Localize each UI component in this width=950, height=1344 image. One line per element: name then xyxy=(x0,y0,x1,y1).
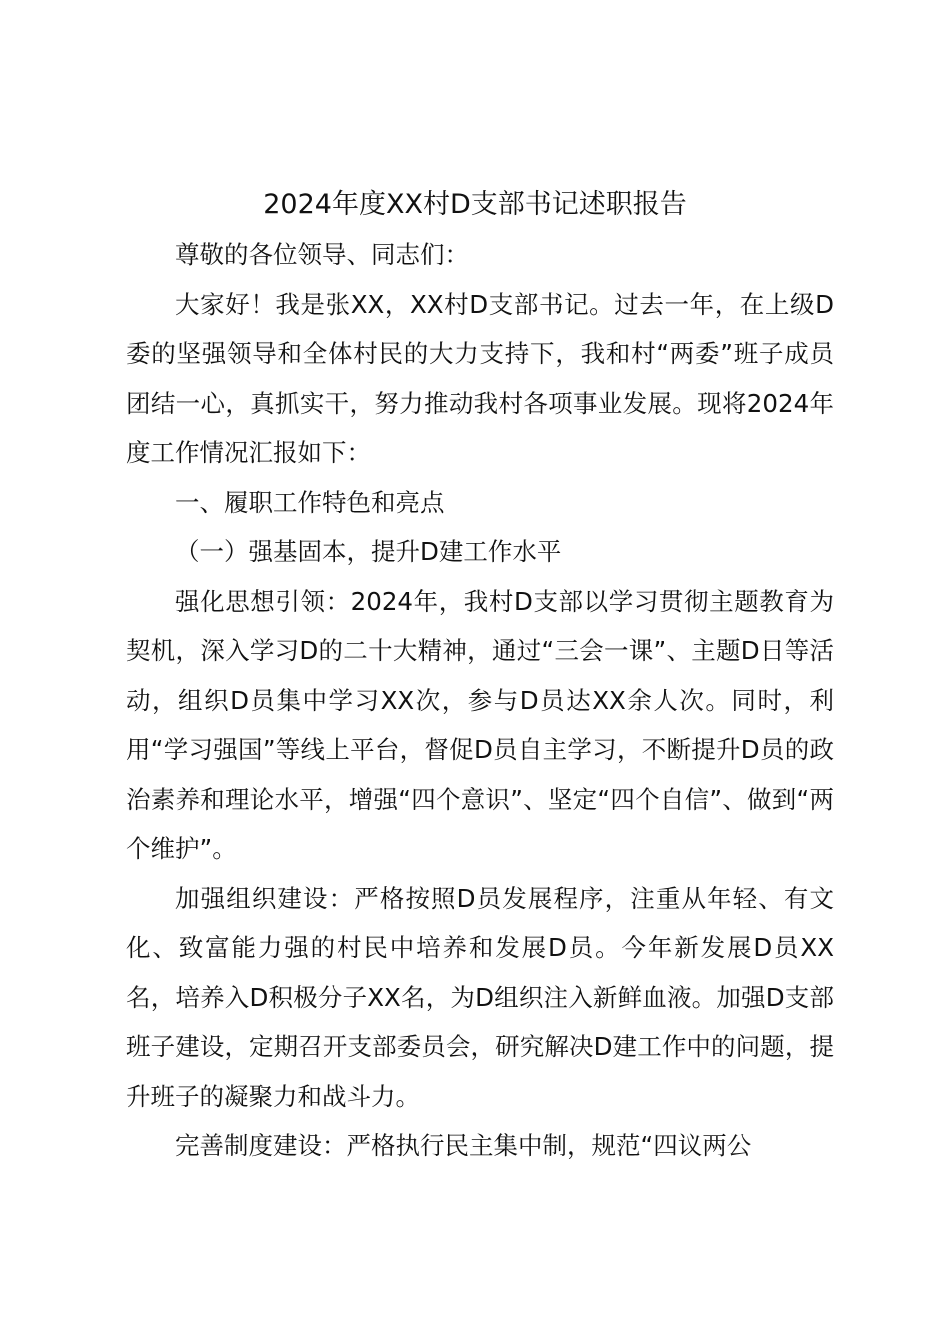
subsection-heading: （一）强基固本，提升D建工作水平 xyxy=(175,537,562,566)
paragraph-system-building: 完善制度建设：严格执行民主集中制，规范“四议两公 xyxy=(175,1131,752,1160)
salutation: 尊敬的各位领导、同志们： xyxy=(175,240,469,269)
section-heading: 一、履职工作特色和亮点 xyxy=(175,487,445,517)
paragraph-thought-guidance: 强化思想引领：2024年，我村D支部以学习贯彻主题教育为契机，深入学习D的二十大精神，通过“三会一课”、主题D日等活动，组织D员集中学习XX次，参与D员达XX余人次。同时，利用“学习强国”等线上平台，督促D员自主学习，不断提升D员的政治素养和理论水平，增强“四个意识”、坚定“四个自信”、做到“两个维护”。 xyxy=(126,586,834,863)
paragraph-organization-building: 加强组织建设：严格按照D员发展程序，注重从年轻、有文化、致富能力强的村民中培养和发展D员。今年新发展D员XX名，培养入D积极分子XX名，为D组织注入新鲜血液。加强D支部班子建设，定期召开支部委员会，研究解决D建工作中的问题，提升班子的凝聚力和战斗力。 xyxy=(126,883,834,1111)
document-body xyxy=(126,230,834,1171)
document-title: 2024年度XX村D支部书记述职报告 xyxy=(263,189,687,220)
paragraph-intro: 大家好！我是张XX，XX村D支部书记。过去一年，在上级D委的坚强领导和全体村民的大力支持下，我和村“两委”班子成员团结一心，真抓实干，努力推动我村各项事业发展。现将2024年度工作情况汇报如下： xyxy=(126,289,834,467)
